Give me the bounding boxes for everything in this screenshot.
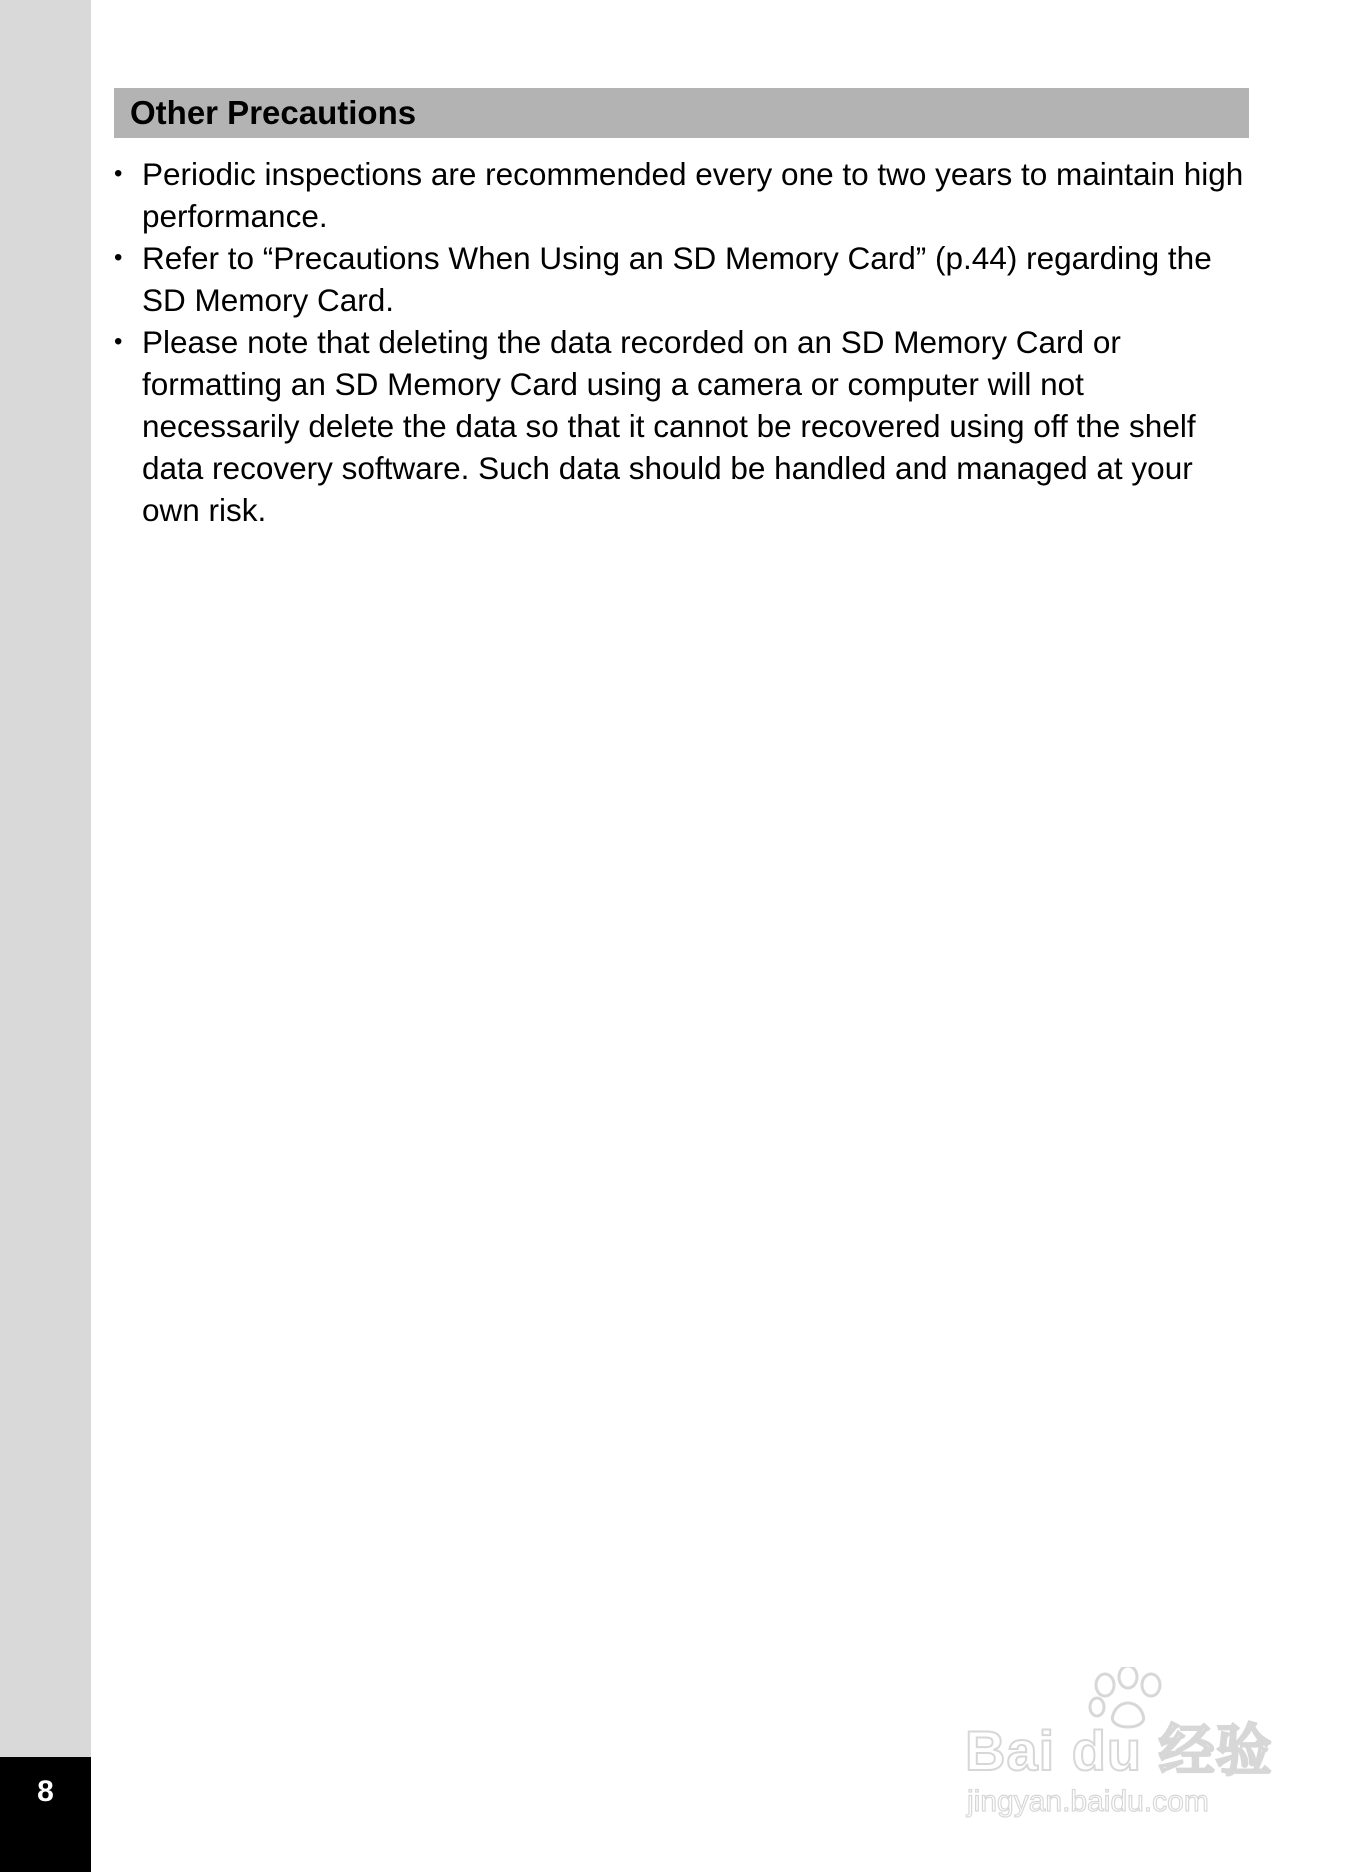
bullet-icon: • — [114, 328, 123, 355]
bullet-icon: • — [114, 244, 123, 271]
section-title: Other Precautions — [130, 94, 417, 131]
list-item — [114, 321, 1249, 531]
page-number: 8 — [37, 1775, 54, 1808]
list-item-text: Refer to “Precautions When Using an SD Memory Card” (p.44) regarding the SD Memory Card. — [142, 240, 1212, 318]
list-item — [114, 237, 1249, 321]
list-item-text: Periodic inspections are recommended every one to two years to maintain high performance. — [142, 156, 1244, 234]
baidu-watermark — [965, 1665, 1285, 1825]
list-item-text: Please note that deleting the data recorded on an SD Memory Card or formatting an SD Memory Card using a camera or computer will not necessarily delete the data so that it cannot be recovered using off the shelf data recovery software. Such data should be handled and managed at your own risk. — [142, 324, 1196, 528]
watermark-brand: Bai du 经验 — [965, 1719, 1273, 1782]
list-item — [114, 153, 1249, 237]
precautions-list — [114, 153, 1249, 531]
section-header-bar — [114, 88, 1249, 138]
bullet-icon: • — [114, 160, 123, 187]
watermark-url: jingyan.baidu.com — [967, 1785, 1209, 1818]
left-margin-strip — [0, 0, 91, 1872]
paw-icon — [1083, 1667, 1173, 1737]
